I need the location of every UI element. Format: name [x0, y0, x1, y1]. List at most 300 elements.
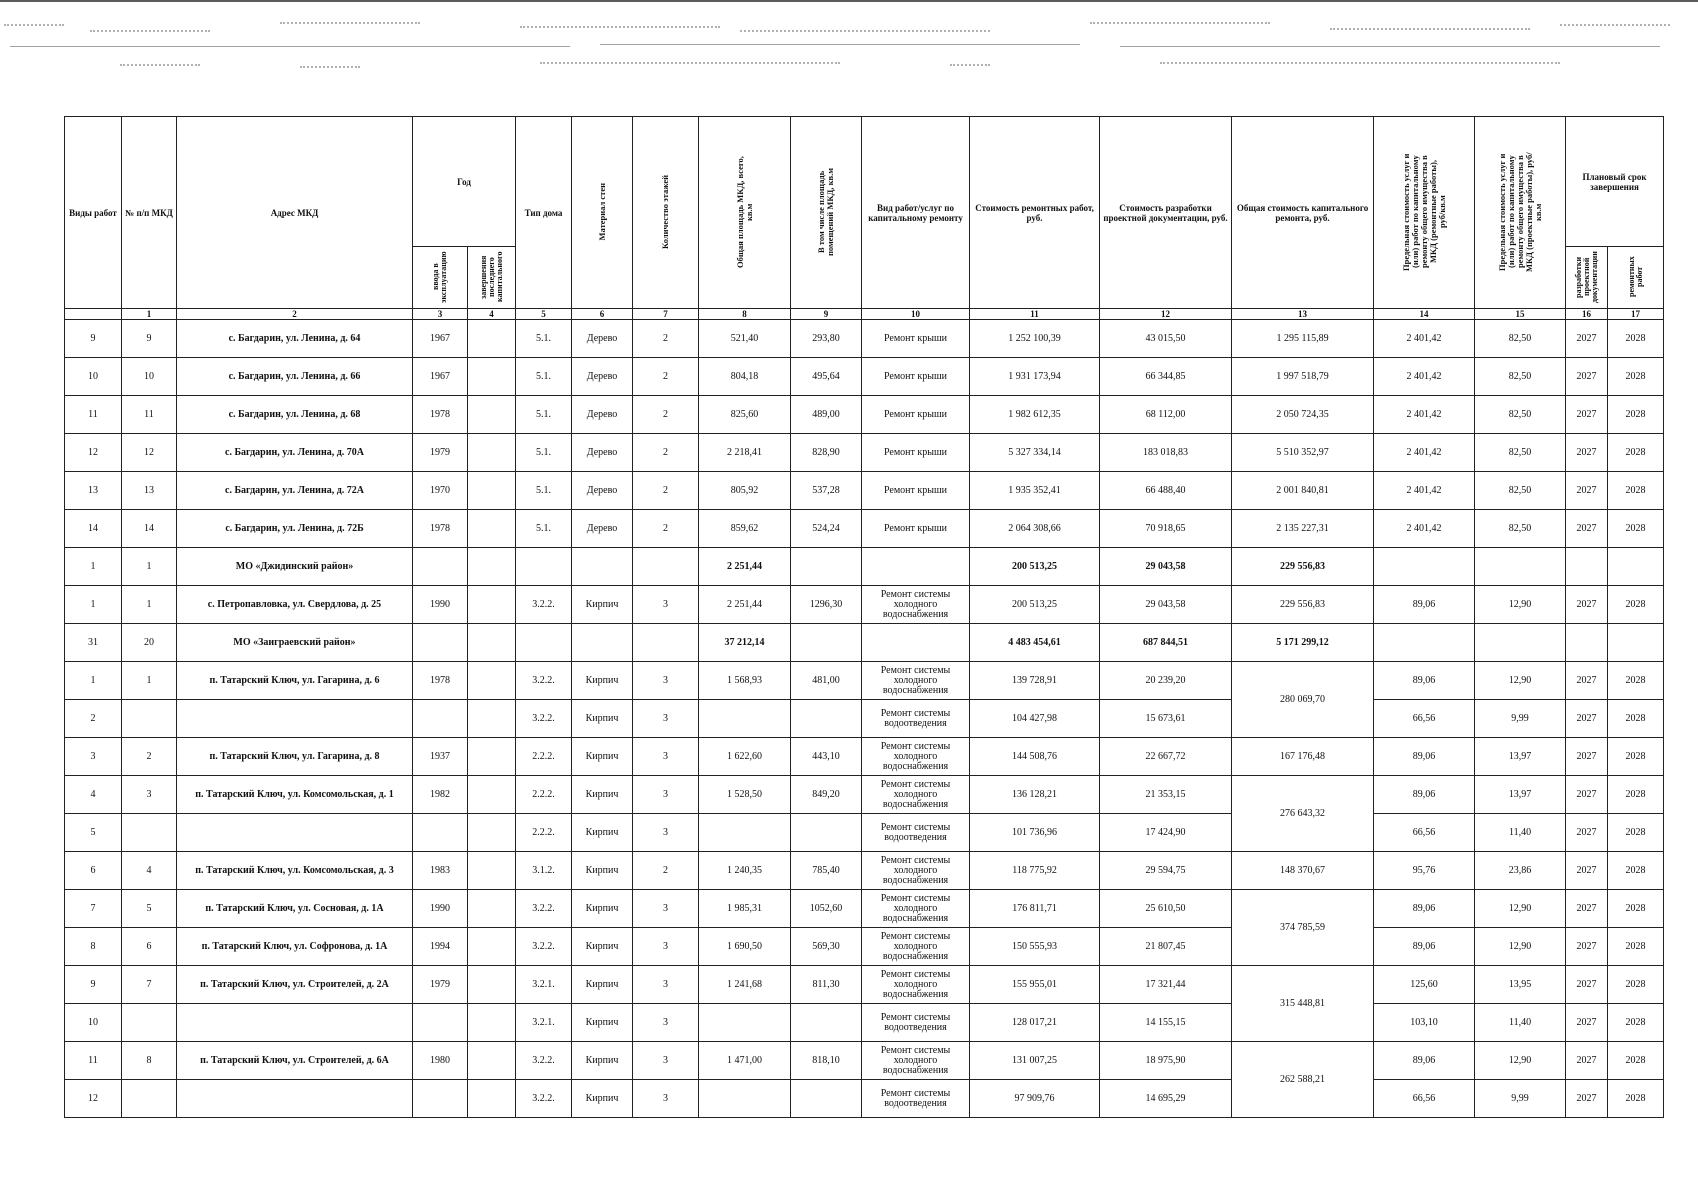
cell-mkd-no: 1 — [122, 662, 177, 700]
cell-year-commission: 1979 — [413, 434, 468, 472]
cell-work-type: 12 — [65, 1080, 122, 1118]
cell-design-cost: 68 112,00 — [1100, 396, 1232, 434]
cell-service-type: Ремонт системы водоотведения — [862, 1004, 970, 1042]
table-row — [65, 966, 1664, 1004]
cell-service-type: Ремонт системы водоотведения — [862, 700, 970, 738]
cell-address — [177, 814, 413, 852]
cell-address — [177, 1004, 413, 1042]
cell-floors: 2 — [633, 510, 699, 548]
cell-year-commission: 1967 — [413, 358, 468, 396]
cell-wall-material: Кирпич — [572, 1004, 633, 1042]
cell-address: п. Татарский Ключ, ул. Гагарина, д. 8 — [177, 738, 413, 776]
cell-year-commission: 1978 — [413, 510, 468, 548]
cell-repair-cost: 4 483 454,61 — [970, 624, 1100, 662]
cell-wall-material: Кирпич — [572, 662, 633, 700]
cell-total-area: 1 568,93 — [699, 662, 791, 700]
cell-year-last-repair — [468, 662, 516, 700]
cell-limit-repair: 89,06 — [1374, 1042, 1475, 1080]
cell-wall-material: Дерево — [572, 434, 633, 472]
cell-total-area: 521,40 — [699, 320, 791, 358]
cell-deadline-design: 2027 — [1566, 510, 1608, 548]
cell-service-type: Ремонт системы холодного водоснабжения — [862, 586, 970, 624]
cell-limit-design: 11,40 — [1475, 814, 1566, 852]
scan-artifact-strip — [0, 0, 1698, 92]
column-number: 6 — [572, 309, 633, 320]
cell-floors: 2 — [633, 472, 699, 510]
cell-deadline-repair: 2028 — [1608, 358, 1664, 396]
cell-year-last-repair — [468, 434, 516, 472]
column-number: 11 — [970, 309, 1100, 320]
cell-total-area: 2 218,41 — [699, 434, 791, 472]
cell-repair-cost: 131 007,25 — [970, 1042, 1100, 1080]
cell-year-last-repair — [468, 358, 516, 396]
cell-total-area — [699, 1004, 791, 1042]
cell-design-cost: 25 610,50 — [1100, 890, 1232, 928]
cell-limit-repair: 89,06 — [1374, 662, 1475, 700]
header-total-area: Общая площадь МКД, всего, кв.м — [699, 117, 791, 309]
column-number: 9 — [791, 309, 862, 320]
cell-floors: 3 — [633, 966, 699, 1004]
cell-service-type: Ремонт крыши — [862, 358, 970, 396]
cell-limit-repair: 89,06 — [1374, 738, 1475, 776]
cell-mkd-no: 6 — [122, 928, 177, 966]
header-service-type: Вид работ/услуг по капитальному ремонту — [862, 117, 970, 309]
cell-mkd-no: 1 — [122, 548, 177, 586]
cell-limit-design: 12,90 — [1475, 1042, 1566, 1080]
table-row — [65, 320, 1664, 358]
cell-year-last-repair — [468, 776, 516, 814]
cell-address — [177, 1080, 413, 1118]
cell-repair-cost: 150 555,93 — [970, 928, 1100, 966]
cell-house-type: 2.2.2. — [516, 738, 572, 776]
header-repair-cost: Стоимость ремонтных работ, руб. — [970, 117, 1100, 309]
cell-limit-design: 9,99 — [1475, 700, 1566, 738]
cell-year-last-repair — [468, 586, 516, 624]
cell-total-area: 825,60 — [699, 396, 791, 434]
cell-address: п. Татарский Ключ, ул. Строителей, д. 6А — [177, 1042, 413, 1080]
cell-limit-repair: 89,06 — [1374, 586, 1475, 624]
cell-house-type: 5.1. — [516, 358, 572, 396]
cell-total-cost: 5 171 299,12 — [1232, 624, 1374, 662]
cell-premises-area: 489,00 — [791, 396, 862, 434]
cell-deadline-repair: 2028 — [1608, 510, 1664, 548]
column-number: 2 — [177, 309, 413, 320]
cell-year-commission — [413, 1004, 468, 1042]
cell-mkd-no — [122, 700, 177, 738]
cell-total-cost: 229 556,83 — [1232, 548, 1374, 586]
cell-floors: 3 — [633, 586, 699, 624]
cell-year-commission: 1967 — [413, 320, 468, 358]
cell-house-type: 2.2.2. — [516, 776, 572, 814]
cell-deadline-repair: 2028 — [1608, 928, 1664, 966]
cell-wall-material: Кирпич — [572, 586, 633, 624]
cell-floors — [633, 548, 699, 586]
cell-mkd-no: 2 — [122, 738, 177, 776]
cell-house-type: 3.2.2. — [516, 586, 572, 624]
cell-repair-cost: 97 909,76 — [970, 1080, 1100, 1118]
cell-repair-cost: 136 128,21 — [970, 776, 1100, 814]
cell-total-cost: 2 050 724,35 — [1232, 396, 1374, 434]
cell-work-type: 9 — [65, 320, 122, 358]
cell-limit-design: 9,99 — [1475, 1080, 1566, 1118]
cell-limit-repair: 2 401,42 — [1374, 434, 1475, 472]
cell-total-area — [699, 814, 791, 852]
cell-house-type: 3.2.2. — [516, 1080, 572, 1118]
cell-limit-repair: 2 401,42 — [1374, 358, 1475, 396]
cell-year-commission — [413, 700, 468, 738]
cell-deadline-repair: 2028 — [1608, 1080, 1664, 1118]
cell-repair-cost: 200 513,25 — [970, 548, 1100, 586]
cell-year-commission — [413, 548, 468, 586]
cell-deadline-design: 2027 — [1566, 814, 1608, 852]
cell-repair-cost: 128 017,21 — [970, 1004, 1100, 1042]
cell-service-type: Ремонт системы холодного водоснабжения — [862, 852, 970, 890]
cell-design-cost: 183 018,83 — [1100, 434, 1232, 472]
cell-total-area: 1 622,60 — [699, 738, 791, 776]
cell-total-cost: 2 135 227,31 — [1232, 510, 1374, 548]
cell-deadline-repair — [1608, 548, 1664, 586]
cell-total-cost: 276 643,32 — [1232, 776, 1374, 852]
cell-work-type: 6 — [65, 852, 122, 890]
cell-year-last-repair — [468, 396, 516, 434]
cell-floors: 3 — [633, 890, 699, 928]
table-row — [65, 586, 1664, 624]
cell-year-commission: 1980 — [413, 1042, 468, 1080]
cell-year-commission: 1994 — [413, 928, 468, 966]
cell-year-last-repair — [468, 548, 516, 586]
cell-repair-cost: 101 736,96 — [970, 814, 1100, 852]
cell-year-last-repair — [468, 738, 516, 776]
cell-year-last-repair — [468, 472, 516, 510]
cell-floors: 3 — [633, 814, 699, 852]
cell-premises-area: 811,30 — [791, 966, 862, 1004]
cell-mkd-no: 8 — [122, 1042, 177, 1080]
cell-mkd-no: 3 — [122, 776, 177, 814]
header-total-cost: Общая стоимость капитального ремонта, руб. — [1232, 117, 1374, 309]
cell-deadline-repair — [1608, 624, 1664, 662]
cell-limit-design: 82,50 — [1475, 320, 1566, 358]
cell-address — [177, 700, 413, 738]
cell-repair-cost: 1 935 352,41 — [970, 472, 1100, 510]
cell-address: с. Багдарин, ул. Ленина, д. 72А — [177, 472, 413, 510]
table-row — [65, 1042, 1664, 1080]
cell-design-cost: 18 975,90 — [1100, 1042, 1232, 1080]
cell-total-cost: 280 069,70 — [1232, 662, 1374, 738]
cell-premises-area — [791, 814, 862, 852]
cell-wall-material: Кирпич — [572, 890, 633, 928]
table-row — [65, 472, 1664, 510]
cell-premises-area — [791, 700, 862, 738]
cell-year-last-repair — [468, 890, 516, 928]
cell-address: с. Багдарин, ул. Ленина, д. 68 — [177, 396, 413, 434]
cell-work-type: 4 — [65, 776, 122, 814]
cell-total-cost: 148 370,67 — [1232, 852, 1374, 890]
cell-work-type: 11 — [65, 396, 122, 434]
cell-address: п. Татарский Ключ, ул. Сосновая, д. 1А — [177, 890, 413, 928]
cell-service-type: Ремонт системы холодного водоснабжения — [862, 738, 970, 776]
table-body — [65, 320, 1664, 1118]
cell-limit-design: 82,50 — [1475, 510, 1566, 548]
cell-floors: 2 — [633, 434, 699, 472]
cell-wall-material — [572, 624, 633, 662]
cell-deadline-repair: 2028 — [1608, 776, 1664, 814]
cell-limit-repair: 125,60 — [1374, 966, 1475, 1004]
cell-mkd-no: 1 — [122, 586, 177, 624]
cell-design-cost: 22 667,72 — [1100, 738, 1232, 776]
cell-total-area: 805,92 — [699, 472, 791, 510]
cell-service-type — [862, 624, 970, 662]
cell-total-area: 2 251,44 — [699, 586, 791, 624]
cell-design-cost: 687 844,51 — [1100, 624, 1232, 662]
cell-total-cost: 1 997 518,79 — [1232, 358, 1374, 396]
cell-wall-material: Дерево — [572, 396, 633, 434]
cell-service-type: Ремонт системы холодного водоснабжения — [862, 1042, 970, 1080]
cell-floors: 3 — [633, 1004, 699, 1042]
cell-service-type: Ремонт системы холодного водоснабжения — [862, 928, 970, 966]
cell-design-cost: 29 043,58 — [1100, 586, 1232, 624]
column-number: 10 — [862, 309, 970, 320]
header-premises-area: В том числе площадь помещений МКД, кв.м — [791, 117, 862, 309]
cell-deadline-design: 2027 — [1566, 890, 1608, 928]
cell-premises-area — [791, 548, 862, 586]
cell-deadline-design — [1566, 624, 1608, 662]
header-mkd-no: № п/п МКД — [122, 117, 177, 309]
cell-premises-area: 818,10 — [791, 1042, 862, 1080]
cell-service-type: Ремонт системы водоотведения — [862, 814, 970, 852]
cell-house-type: 5.1. — [516, 396, 572, 434]
cell-limit-design — [1475, 548, 1566, 586]
cell-limit-design: 12,90 — [1475, 662, 1566, 700]
cell-limit-design: 11,40 — [1475, 1004, 1566, 1042]
header-address: Адрес МКД — [177, 117, 413, 309]
cell-limit-repair: 66,56 — [1374, 700, 1475, 738]
cell-limit-design: 12,90 — [1475, 890, 1566, 928]
cell-total-cost: 262 588,21 — [1232, 1042, 1374, 1118]
cell-premises-area — [791, 1004, 862, 1042]
cell-mkd-no: 11 — [122, 396, 177, 434]
cell-deadline-repair: 2028 — [1608, 966, 1664, 1004]
cell-limit-design: 13,95 — [1475, 966, 1566, 1004]
cell-floors: 3 — [633, 662, 699, 700]
column-number: 8 — [699, 309, 791, 320]
cell-address: п. Татарский Ключ, ул. Софронова, д. 1А — [177, 928, 413, 966]
cell-total-cost: 315 448,81 — [1232, 966, 1374, 1042]
cell-wall-material: Кирпич — [572, 852, 633, 890]
cell-total-area: 859,62 — [699, 510, 791, 548]
cell-address: с. Багдарин, ул. Ленина, д. 64 — [177, 320, 413, 358]
cell-limit-repair: 66,56 — [1374, 1080, 1475, 1118]
cell-work-type: 1 — [65, 586, 122, 624]
column-number: 16 — [1566, 309, 1608, 320]
cell-repair-cost: 1 982 612,35 — [970, 396, 1100, 434]
cell-repair-cost: 5 327 334,14 — [970, 434, 1100, 472]
cell-limit-design: 23,86 — [1475, 852, 1566, 890]
cell-deadline-design — [1566, 548, 1608, 586]
cell-work-type: 9 — [65, 966, 122, 1004]
cell-mkd-no: 10 — [122, 358, 177, 396]
column-number: 12 — [1100, 309, 1232, 320]
column-number: 15 — [1475, 309, 1566, 320]
cell-design-cost: 29 594,75 — [1100, 852, 1232, 890]
cell-address: п. Татарский Ключ, ул. Комсомольская, д. 3 — [177, 852, 413, 890]
cell-work-type: 8 — [65, 928, 122, 966]
cell-year-commission: 1937 — [413, 738, 468, 776]
cell-premises-area: 524,24 — [791, 510, 862, 548]
table-row — [65, 776, 1664, 814]
cell-service-type: Ремонт крыши — [862, 434, 970, 472]
cell-wall-material: Кирпич — [572, 928, 633, 966]
cell-premises-area: 828,90 — [791, 434, 862, 472]
column-number: 5 — [516, 309, 572, 320]
cell-total-area: 1 241,68 — [699, 966, 791, 1004]
cell-total-cost: 5 510 352,97 — [1232, 434, 1374, 472]
cell-limit-repair: 66,56 — [1374, 814, 1475, 852]
header-wall-material: Материал стен — [572, 117, 633, 309]
cell-limit-design: 13,97 — [1475, 738, 1566, 776]
table-row — [65, 434, 1664, 472]
cell-floors: 3 — [633, 738, 699, 776]
cell-work-type: 7 — [65, 890, 122, 928]
cell-address: МО «Джидинский район» — [177, 548, 413, 586]
cell-house-type: 3.2.2. — [516, 700, 572, 738]
cell-limit-design: 13,97 — [1475, 776, 1566, 814]
cell-mkd-no — [122, 814, 177, 852]
cell-repair-cost: 155 955,01 — [970, 966, 1100, 1004]
cell-deadline-repair: 2028 — [1608, 890, 1664, 928]
table-row — [65, 510, 1664, 548]
cell-year-last-repair — [468, 966, 516, 1004]
cell-service-type: Ремонт крыши — [862, 320, 970, 358]
cell-deadline-design: 2027 — [1566, 1042, 1608, 1080]
header-deadline-repair: ремонтных работ — [1608, 247, 1664, 309]
cell-limit-repair: 95,76 — [1374, 852, 1475, 890]
cell-year-commission: 1978 — [413, 662, 468, 700]
cell-design-cost: 66 488,40 — [1100, 472, 1232, 510]
cell-work-type: 31 — [65, 624, 122, 662]
cell-deadline-repair: 2028 — [1608, 1004, 1664, 1042]
header-work-type: Виды работ — [65, 117, 122, 309]
cell-year-commission: 1979 — [413, 966, 468, 1004]
header-floors: Количество этажей — [633, 117, 699, 309]
cell-total-cost: 1 295 115,89 — [1232, 320, 1374, 358]
cell-design-cost: 70 918,65 — [1100, 510, 1232, 548]
table-row — [65, 928, 1664, 966]
cell-repair-cost: 1 252 100,39 — [970, 320, 1100, 358]
cell-deadline-repair: 2028 — [1608, 852, 1664, 890]
cell-year-commission: 1978 — [413, 396, 468, 434]
cell-service-type: Ремонт системы водоотведения — [862, 1080, 970, 1118]
cell-wall-material: Кирпич — [572, 1042, 633, 1080]
table-row — [65, 700, 1664, 738]
cell-mkd-no: 9 — [122, 320, 177, 358]
cell-house-type — [516, 548, 572, 586]
cell-total-area: 1 985,31 — [699, 890, 791, 928]
cell-year-commission — [413, 1080, 468, 1118]
cell-limit-repair: 2 401,42 — [1374, 320, 1475, 358]
cell-floors: 2 — [633, 396, 699, 434]
cell-year-commission: 1982 — [413, 776, 468, 814]
cell-floors: 3 — [633, 700, 699, 738]
table-row — [65, 624, 1664, 662]
cell-service-type: Ремонт системы холодного водоснабжения — [862, 776, 970, 814]
cell-address: с. Багдарин, ул. Ленина, д. 66 — [177, 358, 413, 396]
cell-premises-area: 785,40 — [791, 852, 862, 890]
column-number: 13 — [1232, 309, 1374, 320]
cell-premises-area: 569,30 — [791, 928, 862, 966]
cell-house-type: 3.2.1. — [516, 1004, 572, 1042]
cell-limit-design: 82,50 — [1475, 358, 1566, 396]
cell-deadline-design: 2027 — [1566, 1080, 1608, 1118]
cell-address: п. Татарский Ключ, ул. Комсомольская, д. 1 — [177, 776, 413, 814]
table-row — [65, 396, 1664, 434]
cell-repair-cost: 118 775,92 — [970, 852, 1100, 890]
cell-wall-material: Кирпич — [572, 966, 633, 1004]
cell-year-commission — [413, 814, 468, 852]
column-number: 7 — [633, 309, 699, 320]
cell-service-type: Ремонт крыши — [862, 396, 970, 434]
cell-wall-material: Кирпич — [572, 814, 633, 852]
cell-repair-cost: 200 513,25 — [970, 586, 1100, 624]
cell-deadline-design: 2027 — [1566, 472, 1608, 510]
cell-premises-area: 443,10 — [791, 738, 862, 776]
cell-total-area: 1 690,50 — [699, 928, 791, 966]
cell-design-cost: 15 673,61 — [1100, 700, 1232, 738]
cell-premises-area: 481,00 — [791, 662, 862, 700]
cell-house-type: 5.1. — [516, 434, 572, 472]
cell-total-area — [699, 700, 791, 738]
cell-limit-repair: 89,06 — [1374, 776, 1475, 814]
cell-design-cost: 17 424,90 — [1100, 814, 1232, 852]
cell-deadline-design: 2027 — [1566, 852, 1608, 890]
cell-work-type: 13 — [65, 472, 122, 510]
cell-total-cost: 229 556,83 — [1232, 586, 1374, 624]
cell-limit-design: 12,90 — [1475, 586, 1566, 624]
cell-premises-area — [791, 624, 862, 662]
cell-wall-material: Кирпич — [572, 700, 633, 738]
cell-repair-cost: 144 508,76 — [970, 738, 1100, 776]
cell-limit-design: 82,50 — [1475, 434, 1566, 472]
cell-mkd-no: 5 — [122, 890, 177, 928]
cell-address: п. Татарский Ключ, ул. Гагарина, д. 6 — [177, 662, 413, 700]
cell-wall-material: Кирпич — [572, 738, 633, 776]
cell-total-area: 1 240,35 — [699, 852, 791, 890]
cell-year-commission: 1990 — [413, 586, 468, 624]
cell-house-type: 5.1. — [516, 320, 572, 358]
cell-deadline-design: 2027 — [1566, 396, 1608, 434]
cell-work-type: 2 — [65, 700, 122, 738]
cell-deadline-design: 2027 — [1566, 700, 1608, 738]
cell-premises-area — [791, 1080, 862, 1118]
cell-mkd-no — [122, 1004, 177, 1042]
cell-limit-repair: 2 401,42 — [1374, 510, 1475, 548]
header-deadline-design: разработки проектной документации — [1566, 247, 1608, 309]
cell-mkd-no: 20 — [122, 624, 177, 662]
cell-house-type: 5.1. — [516, 510, 572, 548]
cell-wall-material: Дерево — [572, 320, 633, 358]
cell-house-type: 3.2.1. — [516, 966, 572, 1004]
cell-repair-cost: 104 427,98 — [970, 700, 1100, 738]
cell-house-type: 3.2.2. — [516, 928, 572, 966]
cell-deadline-design: 2027 — [1566, 776, 1608, 814]
repair-program-table — [64, 116, 1664, 1118]
cell-design-cost: 29 043,58 — [1100, 548, 1232, 586]
cell-wall-material: Кирпич — [572, 1080, 633, 1118]
cell-design-cost: 43 015,50 — [1100, 320, 1232, 358]
cell-floors: 3 — [633, 928, 699, 966]
cell-address: с. Петропавловка, ул. Свердлова, д. 25 — [177, 586, 413, 624]
cell-deadline-repair: 2028 — [1608, 814, 1664, 852]
cell-deadline-design: 2027 — [1566, 434, 1608, 472]
